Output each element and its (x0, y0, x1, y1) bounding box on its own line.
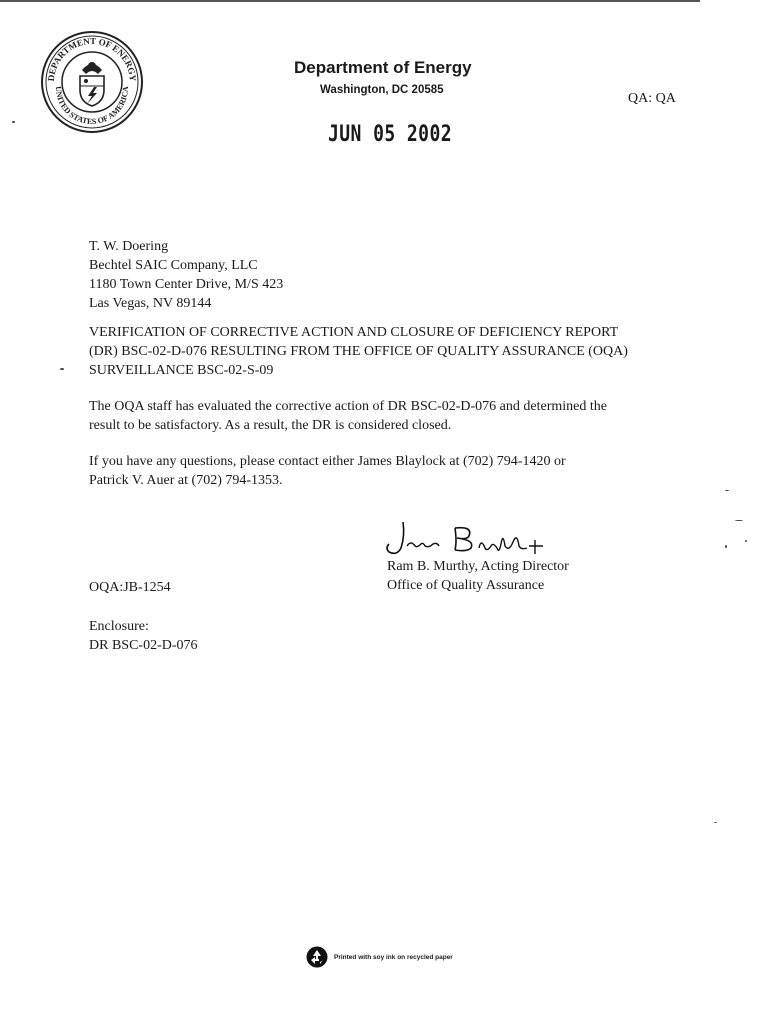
svg-text:DEPARTMENT OF ENERGY: DEPARTMENT OF ENERGY (45, 35, 139, 82)
recipient-line: Bechtel SAIC Company, LLC (89, 258, 258, 273)
scan-speck (735, 520, 743, 521)
recipient-line: T. W. Doering (89, 239, 169, 254)
qa-label: QA: QA (628, 91, 676, 106)
recipient-line: 1180 Town Center Drive, M/S 423 (89, 277, 284, 292)
signer-name-title: Ram B. Murthy, Acting Director (387, 559, 569, 574)
paragraph-line: The OQA staff has evaluated the corrective action of DR BSC-02-D-076 and determined the (89, 399, 607, 414)
svg-text:UNITED STATES OF AMERICA: UNITED STATES OF AMERICA (53, 86, 131, 127)
signature-block (387, 557, 569, 595)
handwritten-signature (383, 518, 553, 560)
scan-speck (12, 121, 15, 123)
body-paragraph-1 (89, 397, 709, 435)
scan-speck (725, 545, 727, 548)
scan-speck (714, 822, 717, 823)
department-address: Washington, DC 20585 (320, 84, 444, 96)
paragraph-line: Patrick V. Auer at (702) 794-1353. (89, 473, 283, 488)
recycled-paper-text: Printed with soy ink on recycled paper (334, 953, 453, 961)
doe-seal-icon (40, 30, 144, 134)
reference-code: OQA:JB-1254 (89, 580, 171, 595)
enclosure-label: Enclosure: (89, 619, 149, 634)
top-scan-line (0, 0, 700, 2)
date-stamp: JUN 05 2002 (328, 122, 452, 147)
subject-text: (DR) BSC-02-D-076 RESULTING FROM THE OFFICE OF QUALITY ASSURANCE (OQA) (89, 344, 628, 359)
scan-speck (745, 540, 747, 542)
enclosure-block (89, 617, 198, 655)
recipient-address (89, 237, 283, 313)
recycle-icon (306, 946, 328, 968)
subject-text: VERIFICATION OF CORRECTIVE ACTION AND CLOSURE OF DEFICIENCY REPORT (89, 325, 619, 340)
recipient-line: Las Vegas, NV 89144 (89, 296, 212, 311)
paragraph-line: If you have any questions, please contact either James Blaylock at (702) 794-1420 or (89, 454, 566, 469)
subject-text: SURVEILLANCE BSC-02-S-09 (89, 363, 274, 378)
scan-speck (60, 368, 64, 370)
body-paragraph-2 (89, 452, 709, 490)
signer-office: Office of Quality Assurance (387, 578, 545, 593)
paragraph-line: result to be satisfactory. As a result, the DR is considered closed. (89, 418, 452, 433)
recycled-paper-note (306, 945, 453, 969)
scan-speck (725, 490, 729, 491)
enclosure-item: DR BSC-02-D-076 (89, 638, 198, 653)
subject-line (89, 323, 709, 380)
department-title: Department of Energy (294, 58, 472, 77)
